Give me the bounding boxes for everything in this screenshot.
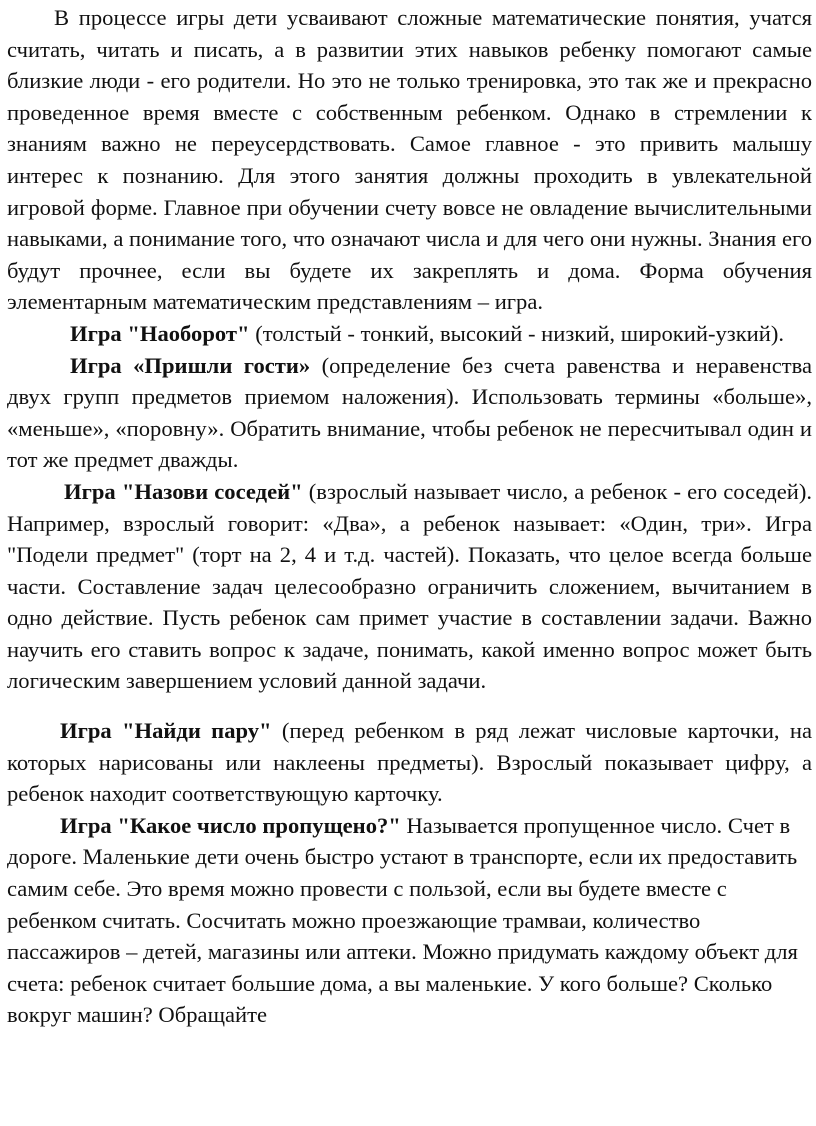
game-title-nazovi-sosedey: Игра "Назови соседей" [64,478,303,504]
game-paragraph-nazovi-sosedey [7,476,812,697]
game-text-naydi-paru: (перед ребенком в ряд лежат числовые карточки, на которых нарисованы или наклеены предметы). Взрослый показывает цифру, а ребенок находит соответствующую карточку. [7,718,812,807]
game-text-kakoe-chislo: Называется пропущенное число. Счет в дороге. Маленькие дети очень быстро устают в транспорте, если их предоставить самим себе. Это время можно провести с пользой, если вы будете вместе с ребенком считать. Сосчитать можно проезжающие трамваи, количество пассажиров – детей, магазины или аптеки. Можно придумать каждому объект для счета: ребенок считает большие дома, а вы маленькие. У кого больше? Сколько вокруг машин? Обращайте [7,812,798,1028]
game-text-naoborot: (толстый - тонкий, высокий - низкий, широкий-узкий). [249,320,785,346]
game-paragraph-naoborot [7,318,812,350]
game-title-kakoe-chislo: Игра "Какое число пропущено?" [60,812,401,838]
intro-paragraph: В процессе игры дети усваивают сложные математические понятия, учатся считать, читать и писать, а в развитии этих навыков ребенку помогают самые близкие люди - его родители. Но это не только тренировка, это так же и прекрасно проведенное время вместе с собственным ребенком. Однако в стремлении к знаниям важно не переусердствовать. Самое главное - это привить малышу интерес к познанию. Для этого занятия должны проходить в увлекательной игровой форме. Главное при обучении счету вовсе не овладение вычислительными навыками, а понимание того, что означают числа и для чего они нужны. Знания его будут прочнее, если вы будете их закреплять и дома. Форма обучения элементарным математическим представлениям – игра. [7,5,812,315]
game-paragraph-naydi-paru [7,715,812,810]
game-title-naydi-paru: Игра "Найди пару" [60,718,272,744]
game-title-prishli-gosti: Игра «Пришли гости» [70,352,311,378]
game-title-naoborot: Игра "Наоборот" [70,320,250,346]
game-text-prishli-gosti: (определение без счета равенства и неравенства двух групп предметов приемом наложения). Использовать термины «больше», «меньше», «поровну». Обратить внимание, чтобы ребенок не пересчитывал один и тот же предмет дважды. [7,352,812,473]
game-text-nazovi-sosedey: (взрослый называет число, а ребенок - его соседей). Например, взрослый говорит: «Два», а ребенок называет: «Один, три». Игра "Подели предмет" (торт на 2, 4 и т.д. частей). Показать, что целое всегда больше части. Составление задач целесообразно ограничить сложением, вычитанием в одно действие. Пусть ребенок сам примет участие в составлении задачи. Важно научить его ставить вопрос к задаче, понимать, какой именно вопрос может быть логическим завершением условий данной задачи. [7,478,812,694]
game-paragraph-prishli-gosti [7,350,812,476]
game-paragraph-kakoe-chislo [7,810,812,1031]
